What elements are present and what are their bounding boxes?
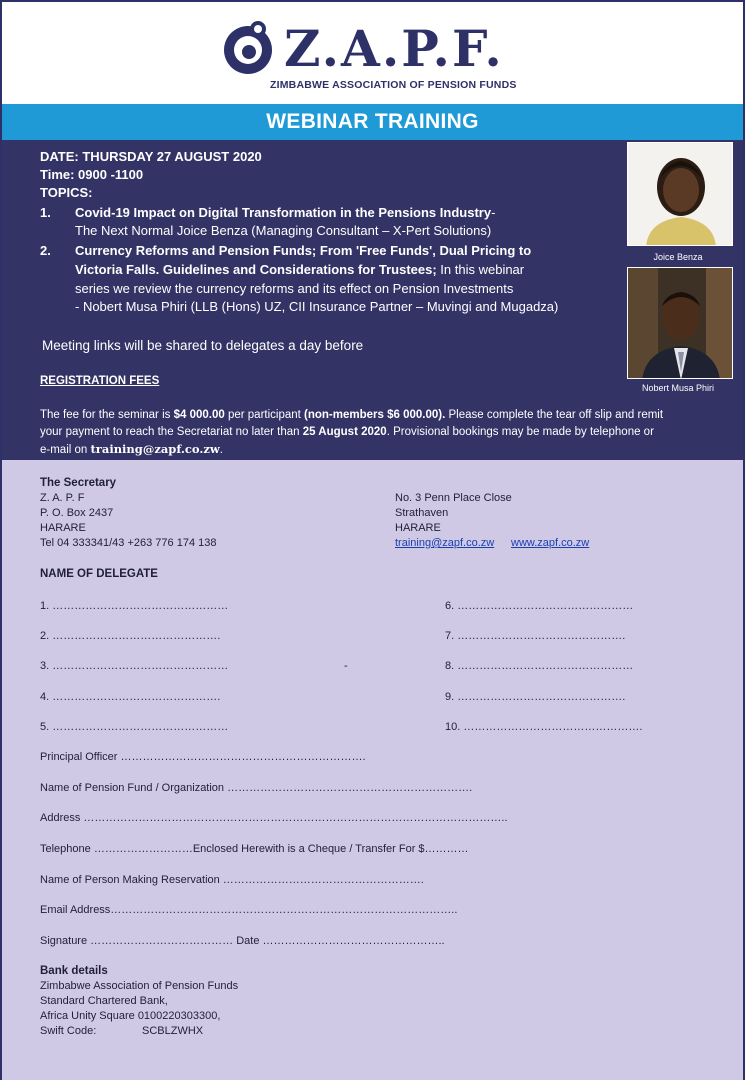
fee-amount: $4 000.00 xyxy=(173,409,225,421)
signature-date-field[interactable]: Signature ………………………………… Date ………………………………………….. xyxy=(40,935,445,947)
event-time: Time: 0900 -1100 xyxy=(40,167,144,182)
topic1-heading xyxy=(75,205,495,221)
secretary-heading: The Secretary xyxy=(40,477,117,489)
fee-text-6: e-mail on xyxy=(40,444,91,456)
fee-text-5: . Provisional bookings may be made by telephone or xyxy=(386,426,654,438)
topics-heading: TOPICS: xyxy=(40,185,93,200)
logo-wordmark: Z.A.P.F. xyxy=(284,19,504,78)
pension-fund-field[interactable]: Name of Pension Fund / Organization …………………………………………………………. xyxy=(40,782,473,794)
secretary-city: HARARE xyxy=(40,522,86,534)
swift-code: SCBLZWHX xyxy=(142,1025,204,1037)
topic1-title: Covid-19 Impact on Digital Transformation in the Pensions Industry xyxy=(75,205,492,220)
fee-line-2 xyxy=(40,424,654,440)
speaker2-portrait-icon xyxy=(628,268,733,379)
fee-line-3 xyxy=(40,441,223,458)
speaker2-photo xyxy=(627,267,733,379)
fee-email: training@zapf.co.zw xyxy=(90,442,220,456)
fee-text-2: per participant xyxy=(224,409,305,421)
topic2-title-bold: Victoria Falls. Guidelines and Considerations for Trustees; xyxy=(75,262,437,277)
delegate-field-1[interactable]: 1. ………………………………………… xyxy=(40,600,229,612)
bank-name: Standard Chartered Bank, xyxy=(40,995,168,1007)
event-date: DATE: THURSDAY 27 AUGUST 2020 xyxy=(40,149,262,164)
bank-branch: Africa Unity Square 0100220303300, xyxy=(40,1010,221,1022)
address-city: HARARE xyxy=(395,522,441,534)
registration-form xyxy=(2,460,743,1080)
speaker1-photo xyxy=(627,142,733,246)
secretary-tel: Tel 04 333341/43 +263 776 174 138 xyxy=(40,537,217,549)
delegate-field-10[interactable]: 10. …………………………………………. xyxy=(445,721,643,733)
secretary-org: Z. A. P. F xyxy=(40,492,85,504)
header xyxy=(2,2,743,104)
fee-line-1 xyxy=(40,407,663,423)
fee-nonmember: (non-members $6 000.00). xyxy=(304,409,446,421)
bank-heading: Bank details xyxy=(40,965,108,977)
topic2-number: 2. xyxy=(40,243,51,258)
swift-label: Swift Code: xyxy=(40,1025,97,1037)
event-details-panel xyxy=(2,140,743,460)
delegate-field-6[interactable]: 6. ………………………………………… xyxy=(445,600,634,612)
delegate-heading: NAME OF DELEGATE xyxy=(40,568,158,580)
delegate-field-9[interactable]: 9. ………………………………………. xyxy=(445,691,626,703)
fee-text-7: . xyxy=(219,444,223,456)
delegate-field-8[interactable]: 8. ………………………………………… xyxy=(445,660,634,672)
logo-subtitle: ZIMBABWE ASSOCIATION OF PENSION FUNDS xyxy=(270,79,517,91)
secretary-pobox: P. O. Box 2437 xyxy=(40,507,114,519)
topic2-speaker: - Nobert Musa Phiri (LLB (Hons) UZ, CII Insurance Partner – Muvingi and Mugadza) xyxy=(75,299,559,314)
delegate-field-4[interactable]: 4. ………………………………………. xyxy=(40,691,221,703)
topic1-speaker: The Next Normal Joice Benza (Managing Consultant – X-Pert Solutions) xyxy=(75,223,492,238)
reservation-name-field[interactable]: Name of Person Making Reservation ………………………………………………. xyxy=(40,874,424,886)
fee-text-4: your payment to reach the Secretariat no later than xyxy=(40,426,303,438)
stray-dash: - xyxy=(344,660,348,672)
meeting-note: Meeting links will be shared to delegates a day before xyxy=(42,338,364,353)
speaker2-caption: Nobert Musa Phiri xyxy=(641,383,715,393)
topic2-title-rest: In this webinar xyxy=(436,262,525,277)
speaker1-portrait-icon xyxy=(628,143,733,246)
website-link[interactable]: www.zapf.co.zw xyxy=(511,537,590,549)
topic2-title-line1: Currency Reforms and Pension Funds; From 'Free Funds', Dual Pricing to xyxy=(75,243,532,258)
address-suburb: Strathaven xyxy=(395,507,449,519)
address-field[interactable]: Address …………………………………………………………………………………………………….. xyxy=(40,812,508,824)
email-field[interactable]: Email Address………………………………………………………………………………….. xyxy=(40,904,458,916)
delegate-field-2[interactable]: 2. ………………………………………. xyxy=(40,630,221,642)
speaker1-caption: Joice Benza xyxy=(653,252,703,262)
topic1-dash: - xyxy=(491,205,496,220)
topic2-title-line2 xyxy=(75,262,524,278)
topic1-number: 1. xyxy=(40,205,51,220)
telephone-field[interactable]: Telephone ………………………Enclosed Herewith is a Cheque / Transfer For $………… xyxy=(40,843,469,855)
banner-title: WEBINAR TRAINING xyxy=(266,110,479,133)
delegate-field-7[interactable]: 7. ………………………………………. xyxy=(445,630,626,642)
address-street: No. 3 Penn Place Close xyxy=(395,492,512,504)
delegate-field-3[interactable]: 3. ………………………………………… xyxy=(40,660,229,672)
fee-text-1: The fee for the seminar is xyxy=(40,409,174,421)
contact-email-link[interactable]: training@zapf.co.zw xyxy=(395,537,495,549)
bank-account-name: Zimbabwe Association of Pension Funds xyxy=(40,980,239,992)
zapf-logo-mark-icon xyxy=(222,20,274,76)
fee-deadline: 25 August 2020 xyxy=(302,426,387,438)
topic2-description: series we review the currency reforms and its effect on Pension Investments xyxy=(75,281,514,296)
delegate-field-5[interactable]: 5. ………………………………………… xyxy=(40,721,229,733)
title-banner xyxy=(2,104,743,140)
principal-officer-field[interactable]: Principal Officer …………………………………………………………. xyxy=(40,751,366,763)
fee-text-3: Please complete the tear off slip and remit xyxy=(445,409,664,421)
registration-heading: REGISTRATION FEES xyxy=(40,375,160,387)
